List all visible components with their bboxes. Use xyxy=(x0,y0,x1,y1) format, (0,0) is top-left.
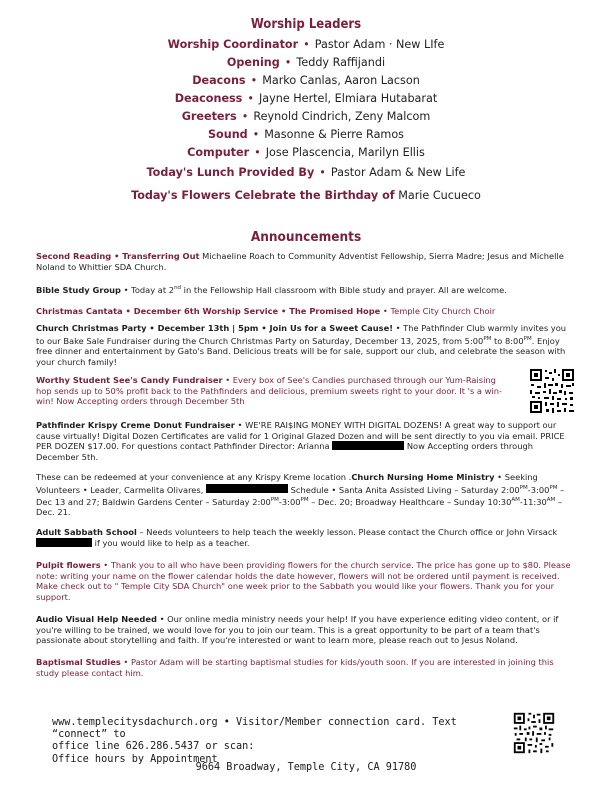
leader-value: Jose Plascencia, Marilyn Ellis xyxy=(265,146,425,159)
adult-sabbath-school-announcement xyxy=(36,527,576,548)
qr-code-icon[interactable] xyxy=(528,367,576,415)
leader-value: Masonne & Pierre Ramos xyxy=(264,128,405,141)
announcement-text: to 8:00 xyxy=(491,335,524,346)
flowers-value: Marie Cucueco xyxy=(398,189,481,202)
leader-row-computer: Computer • Jose Plascencia, Marilyn Ellis xyxy=(187,146,425,159)
leader-row-greeters: Greeters • Reynold Cindrich, Zeny Malcom xyxy=(181,110,431,123)
leader-role: Deacons xyxy=(192,74,246,87)
announcement-text: in the Fellowship Hall classroom with Bible study and prayer. All are welcome. xyxy=(181,284,507,295)
leader-role: Greeters xyxy=(181,110,237,123)
christmas-party-announcement xyxy=(36,323,576,367)
leader-role: Deaconess xyxy=(174,92,243,105)
announcement-text: – Needs volunteers to help teach the weekly lesson. Please contact the Church office or John Virsack xyxy=(136,527,558,537)
announcement-text: -3:00 xyxy=(278,496,301,507)
footer-line-hours: Office hours by Appointment xyxy=(52,753,218,765)
flowers-label: Today's Flowers Celebrate the Birthday of xyxy=(131,189,395,202)
second-reading-announcement xyxy=(36,251,576,272)
announcement-text: • Seeking Volunteers • Leader, Carmelita Olivares, xyxy=(36,472,538,495)
announcement-text: – Dec 13 and 27; Baldwin Gardens Center – Saturday 2:00 xyxy=(36,484,565,507)
redaction-bar xyxy=(332,441,404,450)
announcement-text: These can be redeemed at your convenience at any Krispy Kreme location . xyxy=(36,472,352,482)
leader-row-worship-coordinator: Worship Coordinator • Pastor Adam · New LIfe xyxy=(167,38,445,51)
announcement-text: if you would like to help as a teacher. xyxy=(92,537,250,548)
nursing-home-announcement xyxy=(36,472,576,518)
announcement-text: Schedule • Santa Anita Assisted Living – Saturday 2:00 xyxy=(288,484,520,495)
leader-row-opening: Opening • Teddy Raffijandi xyxy=(226,56,386,69)
footer-line-phone: office line 626.286.5437 or scan: xyxy=(52,741,255,753)
announcement-text: • Thank you to all who have been providing flowers for the church service. The price has gone up to $80. Please note: writing your name on the flower calendar holds the date however, flowers will not be ordered until payment is received. Make check out to " Temple City SDA Church" one week prior to the Sabbath you would like your flowers. Thank you for your support. xyxy=(36,560,571,602)
worship-leaders-title: Worship Leaders xyxy=(250,17,362,32)
time-suffix: PM xyxy=(549,484,558,491)
announcement-text: Now Accepting orders through December 5th. xyxy=(36,441,533,462)
time-suffix: AM xyxy=(511,496,520,503)
announcement-text: • Pastor Adam will be starting baptismal studies for kids/youth soon. If you are interested in joining this study please contact him. xyxy=(36,657,554,678)
footer-contact xyxy=(52,717,504,766)
announcement-text: • Every box of See's Candies purchased through our Yum-Raising hop sends up to 50% profit back to the Pathfinders and delicious, premium sweets right to your door. It 's a win-win! Now Accepting orders through December 5th xyxy=(36,375,502,407)
leader-role: Today's Lunch Provided By xyxy=(146,166,315,179)
announcement-label: Worthy Student See's Candy Fundraiser xyxy=(36,375,223,385)
ordinal-suffix: nd xyxy=(174,285,182,291)
audio-visual-announcement xyxy=(36,614,576,646)
announcement-label: Christmas Cantata • December 6th Worship Service • The Promised Hope xyxy=(36,306,381,316)
announcement-label: Audio Visual Help Needed xyxy=(36,614,157,624)
announcement-label: Second Reading • Transferring Out xyxy=(36,251,200,261)
announcement-text: Michaeline Roach to Community Adventist Fellowship, Sierra Madre; Jesus and Michelle Noland to Whittier SDA Church. xyxy=(36,251,564,272)
leader-role: Computer xyxy=(187,146,250,159)
announcement-label: Church Nursing Home Ministry xyxy=(351,472,495,482)
announcement-text: • Temple City Church Choir xyxy=(380,306,496,316)
sees-candy-announcement xyxy=(36,375,514,407)
baptismal-studies-announcement xyxy=(36,657,576,678)
announcement-text: • Today at 2 xyxy=(121,284,175,295)
announcement-text: • WE'RE RAI$ING MONEY WITH DIGITAL DOZENS! A great way to support our cause virtually! Digital Dozen Certificates are valid for 1 Original Glazed Dozen and will be sent directly to you via email. PRICE PER DOZEN $17.00. For questions contact Pathfinder Director: Arianna xyxy=(36,420,565,452)
time-suffix: AM xyxy=(546,496,556,503)
leader-role: Sound xyxy=(207,128,248,141)
bible-study-announcement xyxy=(36,283,576,295)
announcement-text: . Enjoy free dinner and entertainment by Gato's Band. Delicious treats will be for sale, support our club, and celebrate the season with your church family! xyxy=(36,335,566,367)
redaction-bar xyxy=(206,484,288,493)
leader-value: Pastor Adam · New LIfe xyxy=(314,38,445,51)
announcement-text: -11:30 xyxy=(519,496,547,507)
announcement-text: – Dec. 21. xyxy=(36,496,563,518)
time-suffix: PM xyxy=(270,496,279,503)
time-suffix: PM xyxy=(300,496,309,503)
leader-role: Worship Coordinator xyxy=(167,38,299,51)
cantata-announcement xyxy=(36,306,576,317)
leader-row-deacons: Deacons • Marko Canlas, Aaron Lacson xyxy=(192,74,420,87)
announcement-text: • Our online media ministry needs your help! If you have experience editing video content, or if you're willing to be trained, we would love for you to join our team. This is a great opportunity to be part of a team that's passionate about storytelling and faith. If you're interested or want to learn more, please reach out to Jesus Noland. xyxy=(36,614,559,646)
leader-row-lunch: Today's Lunch Provided By • Pastor Adam & New Life xyxy=(146,166,466,179)
announcement-label: Bible Study Group xyxy=(36,284,121,295)
flowers-row xyxy=(0,189,612,203)
krispy-kreme-announcement xyxy=(36,420,576,462)
footer-line-website: www.templecitysdachurch.org • Visitor/Member connection card. Text “connect” to xyxy=(52,717,457,741)
pulpit-flowers-announcement xyxy=(36,560,576,602)
announcement-label: Baptismal Studies xyxy=(36,657,121,667)
announcement-text: – Dec. 20; Broadway Healthcare – Sunday 10:30 xyxy=(308,496,512,507)
time-suffix: PM xyxy=(523,335,532,342)
announcement-label: Pathfinder Krispy Creme Donut Fundraiser xyxy=(36,420,235,430)
footer-address: 9664 Broadway, Temple City, CA 91780 xyxy=(195,762,417,773)
time-suffix: PM xyxy=(519,484,528,491)
qr-code-icon[interactable] xyxy=(512,711,556,755)
leader-value: Reynold Cindrich, Zeny Malcom xyxy=(253,110,431,123)
announcement-label: Pulpit flowers xyxy=(36,560,101,570)
leader-value: Pastor Adam & New Life xyxy=(330,166,466,179)
leader-value: Jayne Hertel, Elmiara Hutabarat xyxy=(258,92,438,105)
announcement-label: Church Christmas Party • December 13th | 5pm • Join Us for a Sweet Cause! xyxy=(36,323,393,333)
leader-row-sound: Sound • Masonne & Pierre Ramos xyxy=(207,128,405,141)
redaction-bar xyxy=(36,538,92,547)
announcement-label: Adult Sabbath School xyxy=(36,527,137,537)
announcement-text: -3:00 xyxy=(527,484,550,495)
announcement-text: • The Pathfinder Club warmly invites you to our Bake Sale Fundraiser during the Church Christmas Party on Saturday, December 13, 2025, from 5:00 xyxy=(36,323,567,346)
announcements-title: Announcements xyxy=(250,229,362,245)
leader-value: Marko Canlas, Aaron Lacson xyxy=(262,74,420,87)
leader-value: Teddy Raffijandi xyxy=(296,56,386,69)
time-suffix: PM xyxy=(483,335,492,342)
leader-row-deaconess: Deaconess • Jayne Hertel, Elmiara Hutabarat xyxy=(174,92,438,105)
leader-role: Opening xyxy=(226,56,280,69)
